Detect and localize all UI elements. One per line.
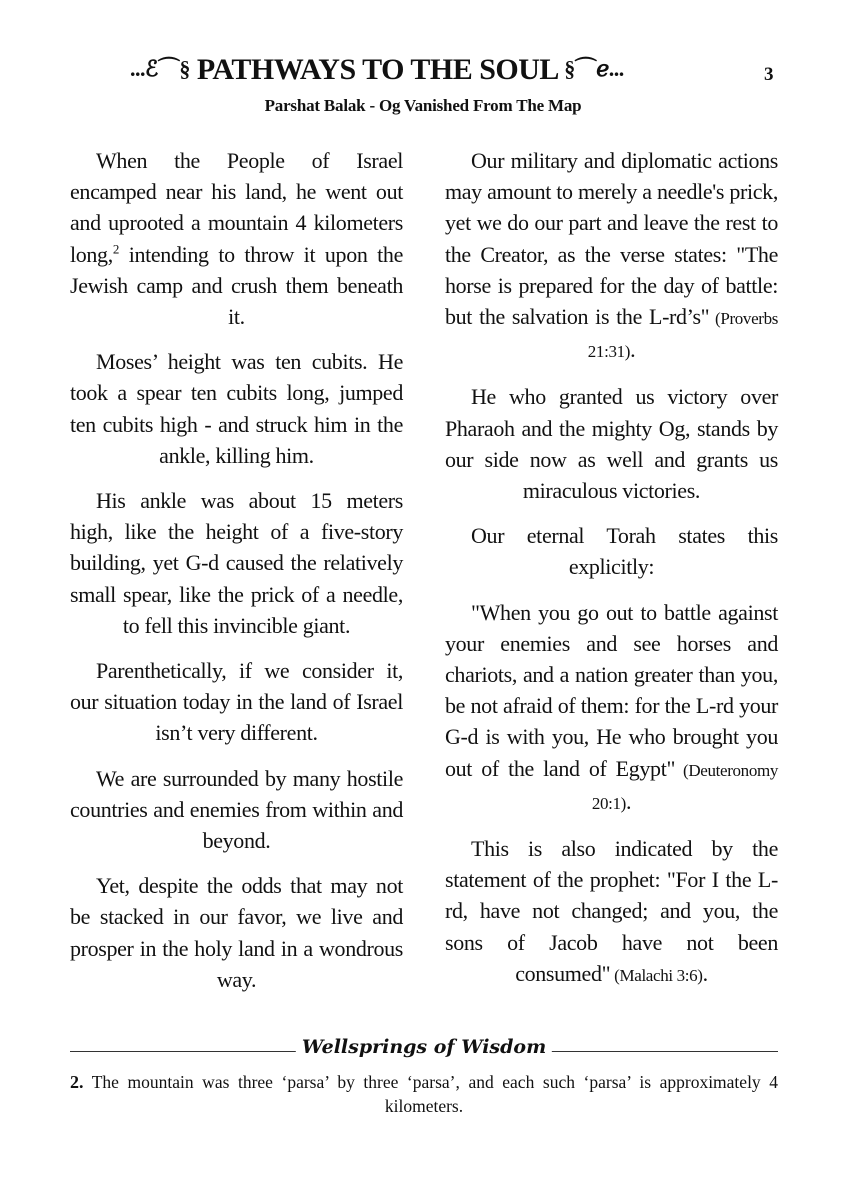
paragraph-text: intending to throw it upon the Jewish camp and crush them beneath it. bbox=[70, 241, 403, 330]
paragraph: Yet, despite the odds that may not be stacked in our favor, we live and prosper in the holy land in a wondrous way. bbox=[70, 873, 403, 992]
paragraph-text: This is also indicated by the statement of the prophet: "For I the L-rd, have not changed; and you, the sons of Jacob have not been consumed" bbox=[445, 836, 778, 986]
ornament-left-icon: ...ℰ⌒§ bbox=[130, 56, 190, 81]
paragraph: Moses’ height was ten cubits. He took a spear ten cubits long, jumped ten cubits high - and struck him in the ankle, killing him. bbox=[70, 349, 403, 468]
paragraph: Parenthetically, if we consider it, our situation today in the land of Israel isn’t very different. bbox=[70, 658, 403, 746]
paragraph-text: When the People of Israel encamped near his land, he went out and uprooted a mountain 4 kilometers long, bbox=[70, 148, 403, 267]
book-title bbox=[130, 52, 624, 87]
paragraph bbox=[445, 145, 778, 367]
punctuation: . bbox=[702, 960, 708, 986]
footnote-ref[interactable]: 2 bbox=[112, 241, 120, 257]
paragraph bbox=[445, 597, 778, 819]
paragraph: He who granted us victory over Pharaoh and the mighty Og, stands by our side now as well and grants us miraculous victories. bbox=[445, 384, 778, 504]
paragraph: Our eternal Torah states this explicitly: bbox=[471, 523, 778, 580]
book-title-text: PATHWAYS TO THE SOUL bbox=[196, 53, 558, 86]
paragraph bbox=[445, 833, 778, 991]
footnote-text: The mountain was three ‘parsa’ by three ‘parsa’, and each such ‘parsa’ is approximately 4 kilometers. bbox=[83, 1072, 778, 1116]
paragraph: His ankle was about 15 meters high, like the height of a five-story building, yet G-d caused the relatively small spear, like the prick of a needle, to fell this invincible giant. bbox=[70, 488, 403, 638]
ornament-right-icon: §⌒ℯ... bbox=[564, 56, 624, 81]
page-number: 3 bbox=[764, 64, 774, 85]
right-column bbox=[445, 145, 778, 1005]
punctuation: . bbox=[630, 337, 636, 363]
divider-label: Wellsprings of Wisdom bbox=[296, 1036, 552, 1058]
citation: (Deuteronomy 20:1) bbox=[591, 760, 778, 813]
punctuation: . bbox=[625, 788, 632, 814]
paragraph-text: "When you go out to battle against your enemies and see horses and chariots, and a nation greater than you, be not afraid of them: for the L-rd your G-d is with you, He who brought you out of the land of Egypt" bbox=[445, 599, 778, 781]
footnote-number: 2. bbox=[70, 1072, 84, 1092]
citation: (Proverbs 21:31) bbox=[587, 309, 779, 362]
citation: (Malachi 3:6) bbox=[610, 965, 703, 985]
paragraph bbox=[70, 145, 403, 332]
paragraph-text: Our military and diplomatic actions may amount to merely a needle's prick, yet we do our part and leave the rest to the Creator, as the verse states: "The horse is prepared for the day of battle: but the salvation is the L-rd’s" bbox=[445, 148, 778, 330]
chapter-subtitle: Parshat Balak - Og Vanished From The Map bbox=[264, 96, 582, 115]
left-column bbox=[70, 145, 403, 1009]
paragraph: We are surrounded by many hostile countries and enemies from within and beyond. bbox=[70, 765, 403, 854]
footnote bbox=[70, 1070, 778, 1118]
footnote-divider bbox=[70, 1036, 778, 1062]
